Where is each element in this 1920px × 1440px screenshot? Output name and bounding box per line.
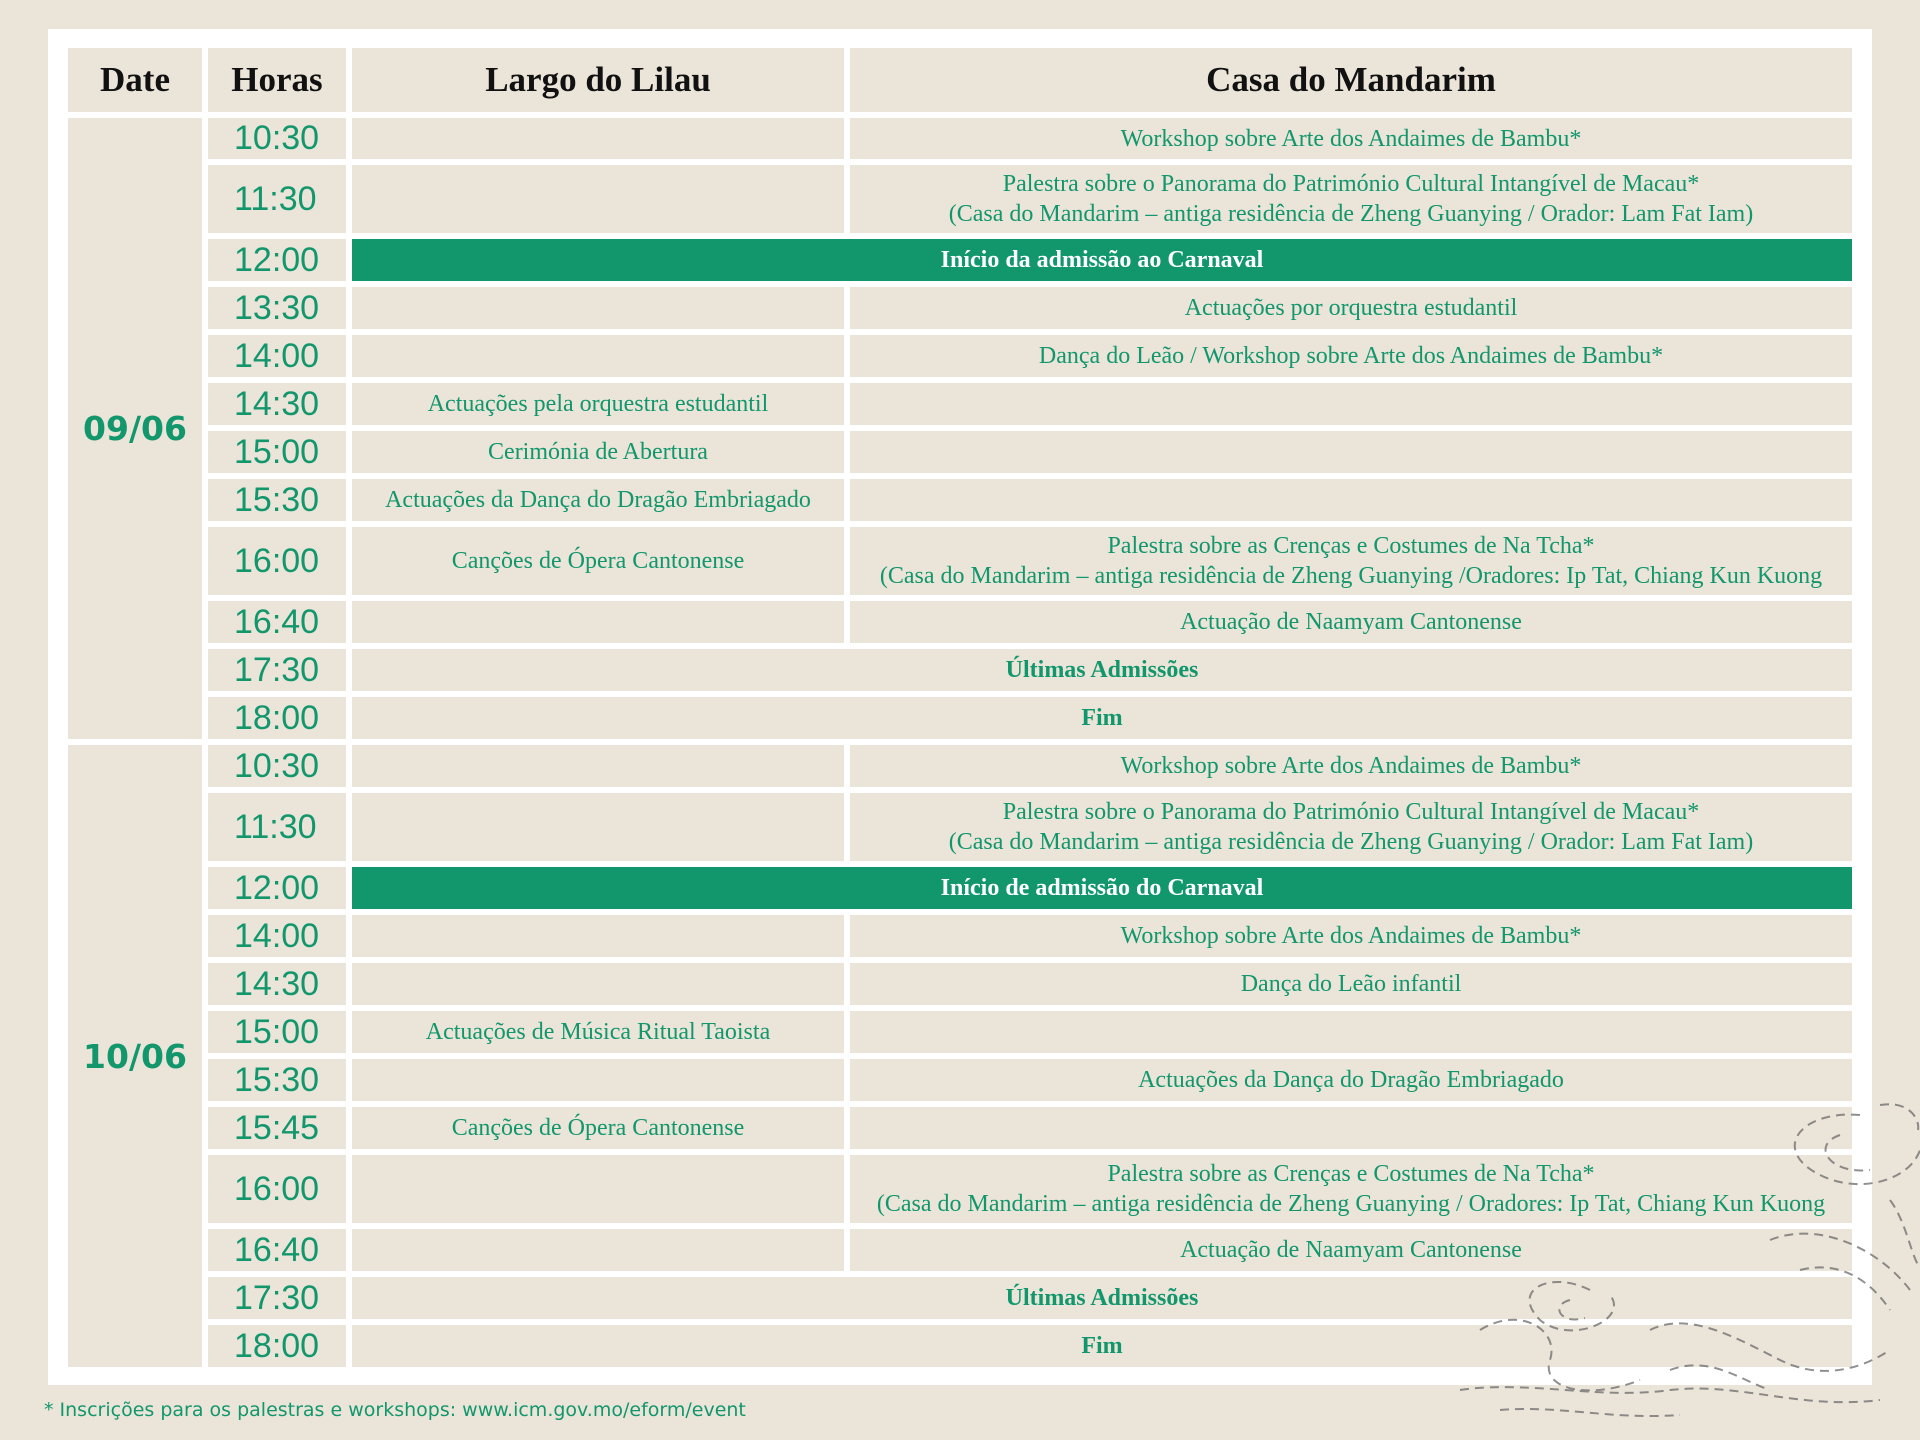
last-admission-cell: Últimas Admissões xyxy=(352,1277,1852,1319)
lilau-cell xyxy=(352,915,844,957)
table-row xyxy=(68,479,1852,521)
lilau-cell: Actuações de Música Ritual Taoista xyxy=(352,1011,844,1053)
event-line: Palestra sobre as Crenças e Costumes de Na Tcha* xyxy=(1107,533,1595,559)
end-cell: Fim xyxy=(352,1325,1852,1367)
lilau-cell xyxy=(352,165,844,233)
table-row xyxy=(68,431,1852,473)
mandarim-cell xyxy=(850,383,1852,425)
event-line: Palestra sobre o Panorama do Património Cultural Intangível de Macau* xyxy=(1002,171,1700,197)
lilau-cell xyxy=(352,1229,844,1271)
mandarim-cell xyxy=(850,1011,1852,1053)
admission-banner: Início da admissão ao Carnaval xyxy=(352,239,1852,281)
table-row xyxy=(68,745,1852,787)
table-row xyxy=(68,165,1852,233)
table-row xyxy=(68,527,1852,595)
lilau-cell xyxy=(352,745,844,787)
event-line: (Casa do Mandarim – antiga residência de Zheng Guanying /Oradores: Ip Tat, Chiang Kun Kuong xyxy=(879,563,1823,589)
lilau-cell: Actuações pela orquestra estudantil xyxy=(352,383,844,425)
lilau-cell xyxy=(352,793,844,861)
header-row xyxy=(68,48,1852,112)
time-cell: 15:45 xyxy=(208,1107,346,1149)
time-cell: 18:00 xyxy=(208,1325,346,1367)
table-row xyxy=(68,697,1852,739)
header-horas: Horas xyxy=(208,48,346,112)
time-cell: 15:00 xyxy=(208,431,346,473)
table-row xyxy=(68,867,1852,909)
time-cell: 17:30 xyxy=(208,649,346,691)
lilau-cell: Cerimónia de Abertura xyxy=(352,431,844,473)
time-cell: 14:30 xyxy=(208,963,346,1005)
header-date: Date xyxy=(68,48,202,112)
lilau-cell xyxy=(352,1059,844,1101)
mandarim-cell xyxy=(850,165,1852,233)
event-line: Palestra sobre as Crenças e Costumes de Na Tcha* xyxy=(1107,1161,1595,1187)
mandarim-cell xyxy=(850,793,1852,861)
time-cell: 17:30 xyxy=(208,1277,346,1319)
time-cell: 14:30 xyxy=(208,383,346,425)
table-row xyxy=(68,649,1852,691)
lilau-cell xyxy=(352,1155,844,1223)
table-row xyxy=(68,239,1852,281)
time-cell: 14:00 xyxy=(208,915,346,957)
last-admission-cell: Últimas Admissões xyxy=(352,649,1852,691)
time-cell: 15:30 xyxy=(208,479,346,521)
lilau-cell xyxy=(352,118,844,159)
time-cell: 12:00 xyxy=(208,239,346,281)
table-row xyxy=(68,1011,1852,1053)
time-cell: 10:30 xyxy=(208,745,346,787)
event-line: (Casa do Mandarim – antiga residência de Zheng Guanying / Orador: Lam Fat Iam) xyxy=(948,829,1754,855)
date-cell: 09/06 xyxy=(68,118,202,739)
time-cell: 11:30 xyxy=(208,793,346,861)
mandarim-cell: Dança do Leão / Workshop sobre Arte dos Andaimes de Bambu* xyxy=(850,335,1852,377)
header-casa-do-mandarim: Casa do Mandarim xyxy=(850,48,1852,112)
mandarim-cell: Workshop sobre Arte dos Andaimes de Bambu* xyxy=(850,915,1852,957)
mandarim-cell: Actuações da Dança do Dragão Embriagado xyxy=(850,1059,1852,1101)
table-row xyxy=(68,383,1852,425)
table-row xyxy=(68,335,1852,377)
time-cell: 11:30 xyxy=(208,165,346,233)
lilau-cell: Actuações da Dança do Dragão Embriagado xyxy=(352,479,844,521)
time-cell: 12:00 xyxy=(208,867,346,909)
time-cell: 15:00 xyxy=(208,1011,346,1053)
end-cell: Fim xyxy=(352,697,1852,739)
wave-swirl-pattern xyxy=(1440,1090,1920,1440)
admission-banner: Início de admissão do Carnaval xyxy=(352,867,1852,909)
time-cell: 14:00 xyxy=(208,335,346,377)
lilau-cell: Canções de Ópera Cantonense xyxy=(352,1107,844,1149)
mandarim-cell: Actuação de Naamyam Cantonense xyxy=(850,1229,1852,1271)
mandarim-cell xyxy=(850,479,1852,521)
event-line: (Casa do Mandarim – antiga residência de Zheng Guanying / Orador: Lam Fat Iam) xyxy=(948,201,1754,227)
mandarim-cell xyxy=(850,527,1852,595)
mandarim-cell: Workshop sobre Arte dos Andaimes de Bambu* xyxy=(850,118,1852,159)
table-row xyxy=(68,118,1852,159)
event-line: Palestra sobre o Panorama do Património Cultural Intangível de Macau* xyxy=(1002,799,1700,825)
table-row xyxy=(68,793,1852,861)
time-cell: 13:30 xyxy=(208,287,346,329)
lilau-cell xyxy=(352,287,844,329)
table-row xyxy=(68,963,1852,1005)
table-row xyxy=(68,287,1852,329)
time-cell: 15:30 xyxy=(208,1059,346,1101)
date-cell: 10/06 xyxy=(68,745,202,1367)
time-cell: 10:30 xyxy=(208,118,346,159)
event-line: (Casa do Mandarim – antiga residência de Zheng Guanying / Oradores: Ip Tat, Chiang Kun Kuong xyxy=(876,1191,1826,1217)
lilau-cell xyxy=(352,963,844,1005)
time-cell: 18:00 xyxy=(208,697,346,739)
footnote: * Inscrições para os palestras e workshops: www.icm.gov.mo/eform/event xyxy=(44,1399,746,1421)
table-row xyxy=(68,601,1852,643)
lilau-cell xyxy=(352,601,844,643)
header-largo-do-lilau: Largo do Lilau xyxy=(352,48,844,112)
time-cell: 16:00 xyxy=(208,527,346,595)
time-cell: 16:40 xyxy=(208,1229,346,1271)
mandarim-cell xyxy=(850,431,1852,473)
time-cell: 16:40 xyxy=(208,601,346,643)
mandarim-cell: Actuação de Naamyam Cantonense xyxy=(850,601,1852,643)
mandarim-cell: Actuações por orquestra estudantil xyxy=(850,287,1852,329)
lilau-cell: Canções de Ópera Cantonense xyxy=(352,527,844,595)
mandarim-cell: Workshop sobre Arte dos Andaimes de Bambu* xyxy=(850,745,1852,787)
time-cell: 16:00 xyxy=(208,1155,346,1223)
lilau-cell xyxy=(352,335,844,377)
table-row xyxy=(68,915,1852,957)
mandarim-cell: Dança do Leão infantil xyxy=(850,963,1852,1005)
